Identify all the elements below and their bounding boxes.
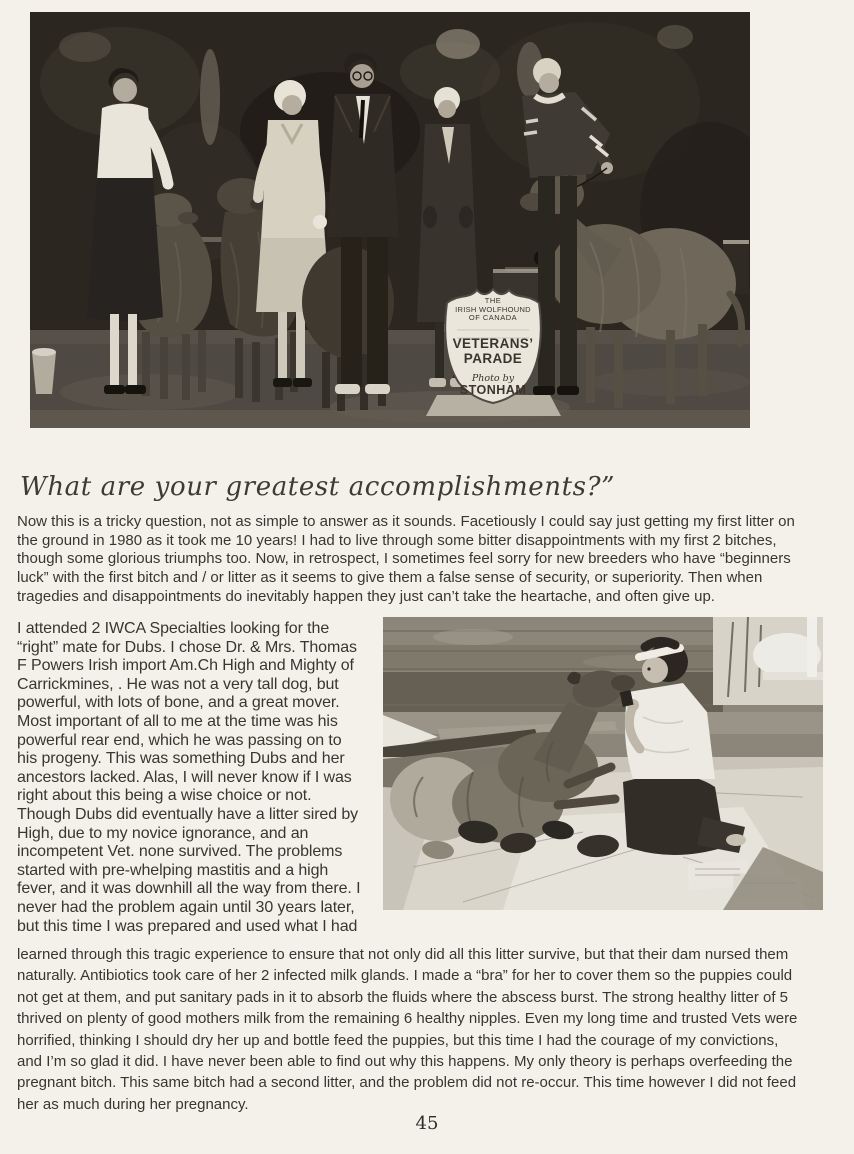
- grass: [30, 330, 750, 428]
- sign-club-line2: IRISH WOLFHOUND: [455, 305, 531, 314]
- paragraph-intro: Now this is a tricky question, not as simple to answer as it sounds. Facetiously I could say just getting my first litter on the ground in 1980 as it took me 10 years! I had to live through some bitter disappointments with my first 2 bitches, though some glorious triumphs too. Now, in retrospect, I sometimes feel sorry for new breeders who have “beginners luck” with the first bitch and / or litter as it seems to give them a false sense of security, or superiority. Then when tragedies and disappointments do inevitably happen they just can’t take the heartache, and often give up.: [17, 513, 795, 605]
- sign-event-line2: PARADE: [463, 351, 523, 366]
- side-photo-illustration: [383, 617, 823, 910]
- sign-credit-line1: Photo by: [471, 373, 515, 384]
- top-photo-illustration: [30, 12, 750, 428]
- page-number: 45: [415, 1113, 439, 1134]
- veterans-parade-photo: [30, 12, 750, 428]
- sign-club-line1: THE: [484, 296, 502, 305]
- sign-event-line1: VETERANS’: [452, 336, 534, 351]
- whelping-box-photo: [383, 617, 823, 910]
- paragraph-column: I attended 2 IWCA Specialties looking for the “right” mate for Dubs. I chose Dr. & Mrs. Thomas F Powers Irish import Am.Ch High and Mighty of Carrickmines, . He was not a very tall dog, but powerful, with lots of bone, and a great mover. Most important of all to me at the time was his powerful rear end, which he was passing on to his progeny. This was something Dubs and her ancestors lacked. Alas, I will never know if I was right about this being a wise choice or not. Though Dubs did eventually have a litter sired by High, due to my novice ignorance, and an incompetent Vet. none survived. The problems started with pre-whelping mastitis and a high fever, and it was downhill all the way from there. I never had the problem again until 30 years later, but this time I was prepared and used what I had: [17, 620, 361, 935]
- paragraph-bottom: learned through this tragic experience to ensure that not only did all this litter survive, but that their dam nursed them naturally. Antibiotics took care of her 2 infected milk glands. I made a “bra” for her to cover them so the puppies could not get at them, and put sanitary pads in it to absorb the fluids where the abscess burst. The strong healthy litter of 5 thrived on plenty of good mothers milk from the remaining 6 healthy nipples. Even my long time and trusted Vets were horrified, thinking I should dry her up and bottle feed the puppies, but this time I had the courage of my convictions, and I’m so glad it did. I have never been able to find out why this happens. My only theory is perhaps overfeeding the pregnant bitch. This same bitch had a second litter, and the problem did not re-occur. This time however I did not feed her as much during her pregnancy.: [17, 946, 798, 1113]
- section-heading: What are your greatest accomplishments?”: [20, 472, 615, 502]
- sign-credit-line2: STONHAM: [459, 383, 527, 397]
- background-chair: [713, 617, 823, 705]
- sign-club-line3: OF CANADA: [468, 313, 518, 322]
